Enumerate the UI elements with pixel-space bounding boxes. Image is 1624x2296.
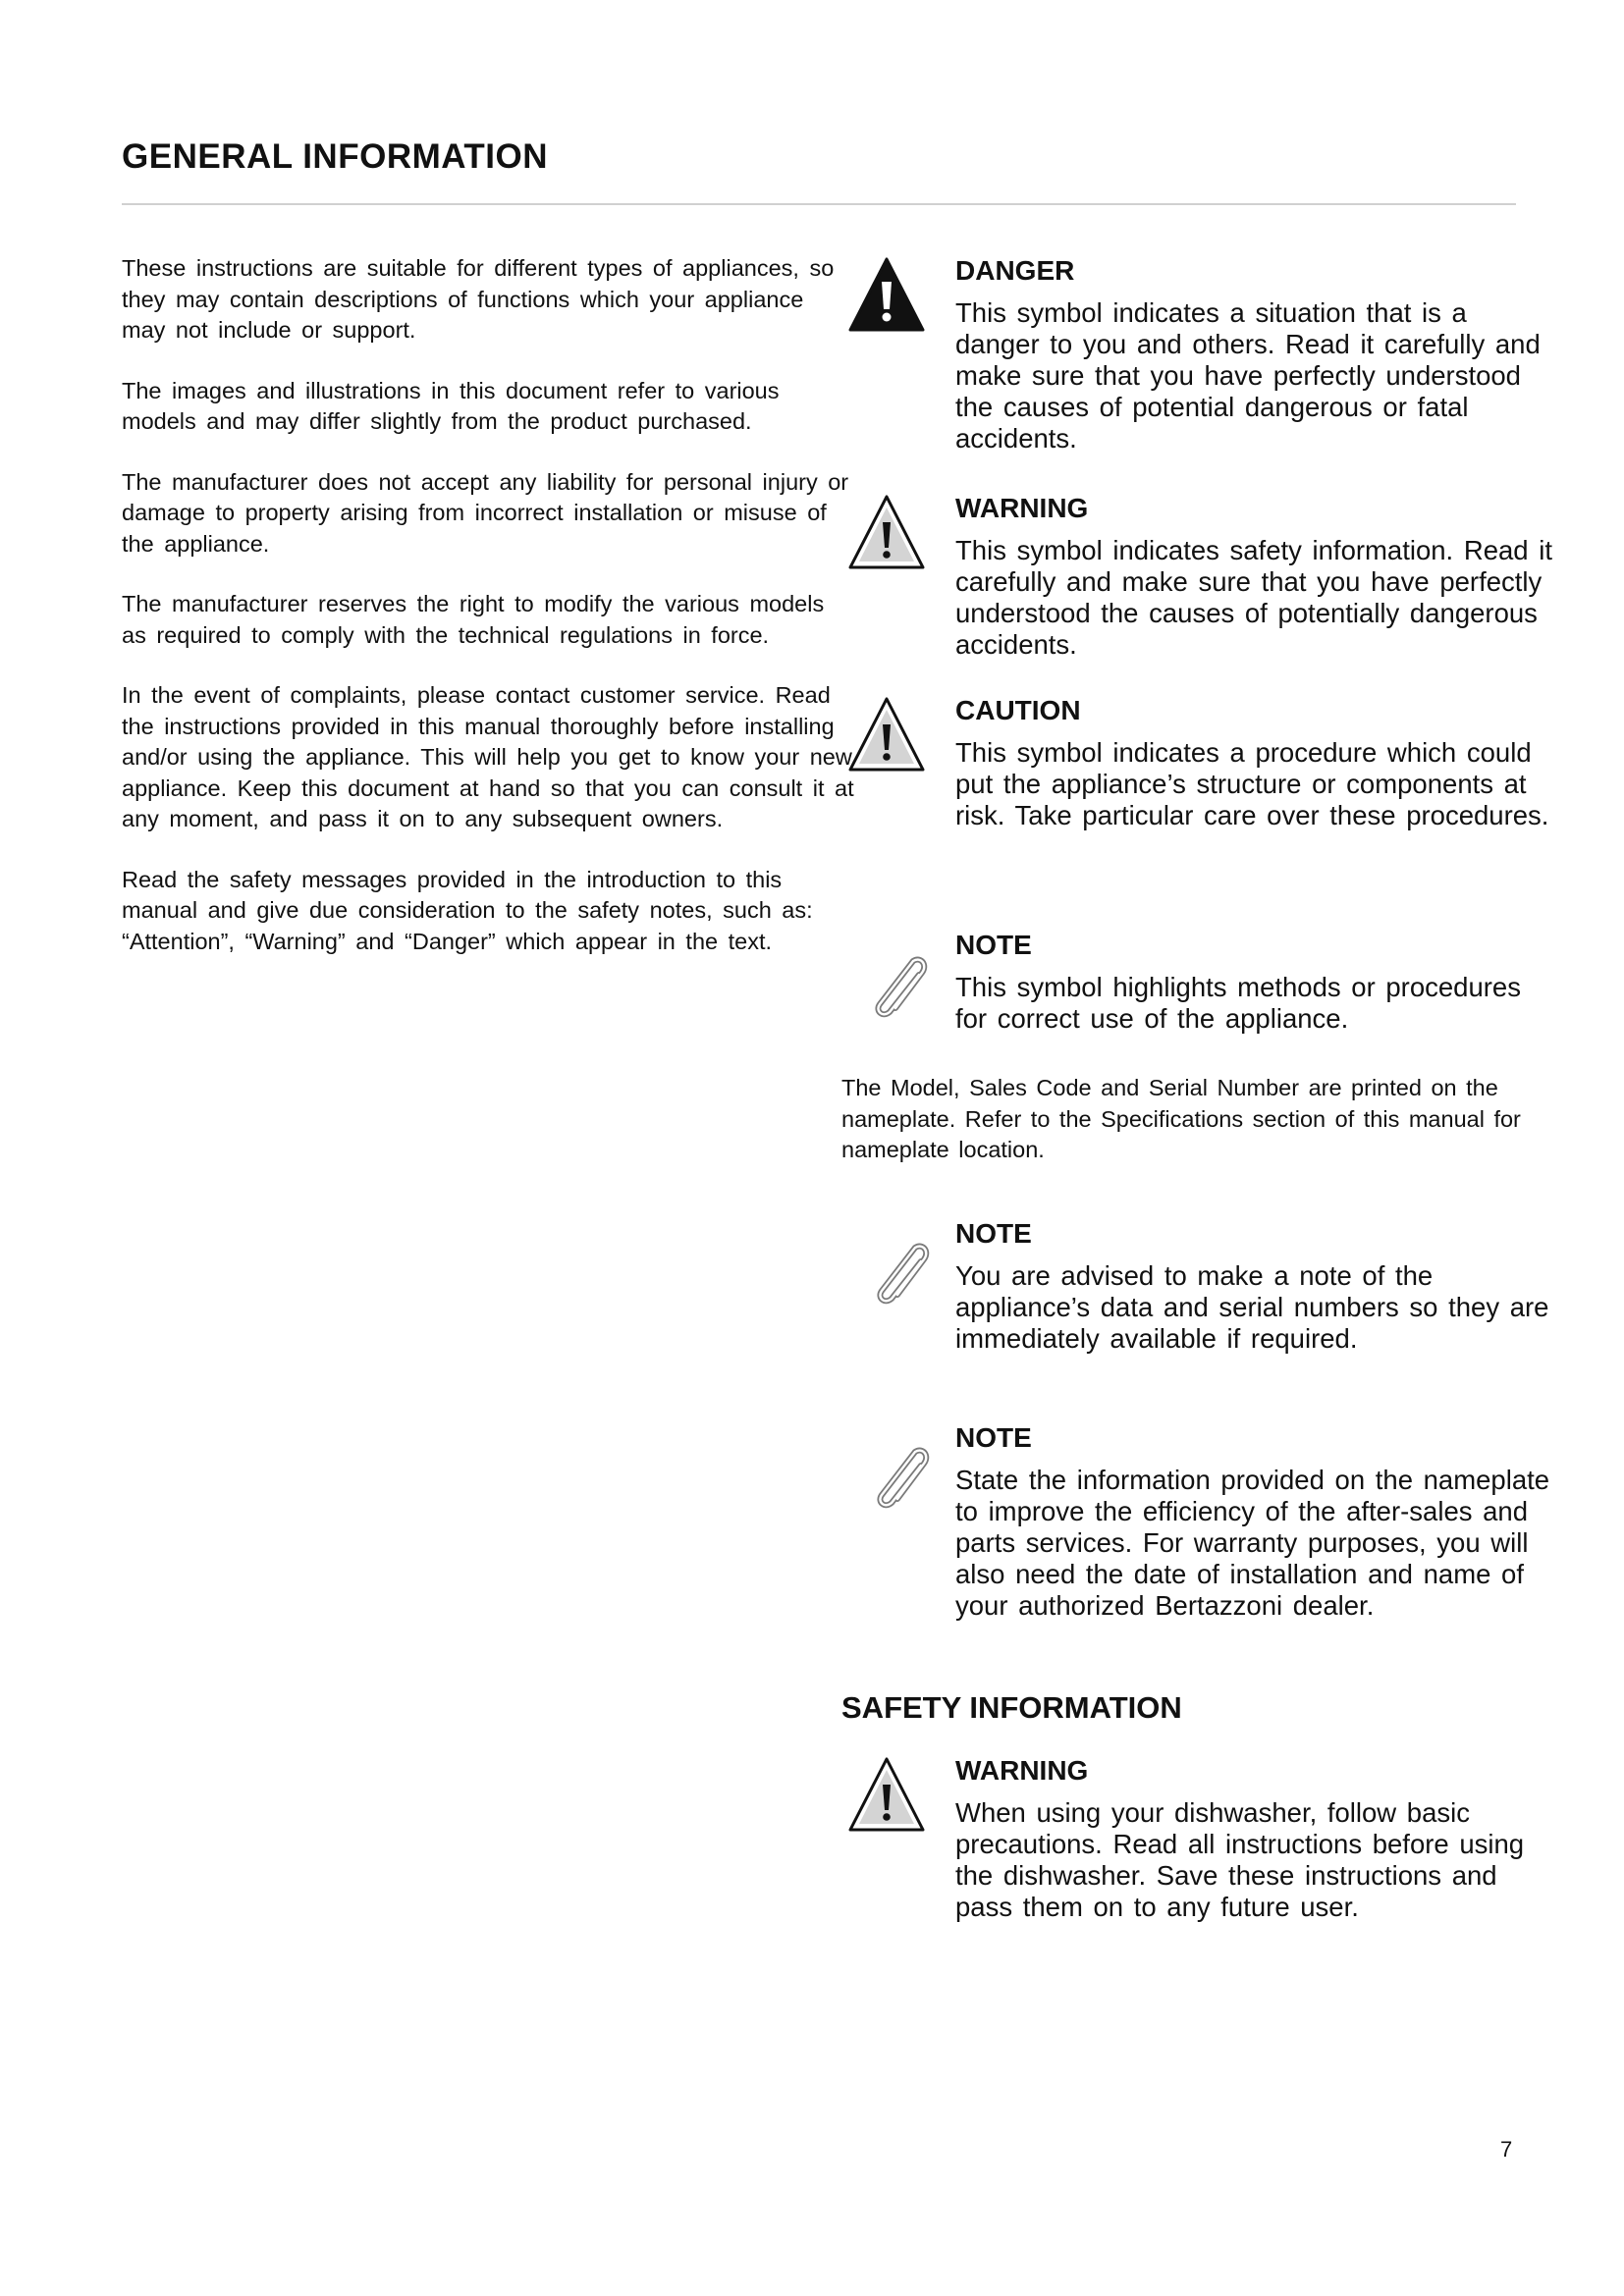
notice-text: You are advised to make a note of the appliance’s data and serial numbers so they are immediately available if required. (955, 1260, 1549, 1354)
caution-icon (846, 695, 927, 774)
notice-title: NOTE (955, 1422, 1032, 1453)
danger-icon (846, 255, 927, 334)
images-paragraph: The images and illustrations in this document refer to various models and may differ slightly from the product purchased. (122, 377, 780, 434)
complaints-paragraph: In the event of complaints, please contact customer service. Read the instructions provided in this manual thoroughly before installing and/or using the appliance. This will help you get to know your new appliance. Keep this document at hand so that you can consult it at any moment, and pass it on to any subsequent owners. (122, 682, 854, 831)
paperclip-icon (868, 1434, 937, 1513)
notice-title: NOTE (955, 1218, 1032, 1249)
notice-title: DANGER (955, 255, 1075, 286)
liability-paragraph: The manufacturer does not accept any liability for personal injury or damage to property arising from incorrect installation or misuse of the appliance. (122, 468, 849, 557)
safety-section-title: SAFETY INFORMATION (841, 1690, 1182, 1725)
header-divider (122, 203, 1516, 205)
safety-messages-paragraph: Read the safety messages provided in the introduction to this manual and give due consideration to the safety notes, such as: “Attention”, “Warning” and “Danger” which appear in the text. (122, 866, 813, 954)
modify-paragraph: The manufacturer reserves the right to modify the various models as required to comply with the technical regulations in force. (122, 591, 825, 648)
page-number: 7 (1500, 2137, 1513, 2162)
notice-title: NOTE (955, 930, 1032, 960)
paperclip-icon (868, 1230, 937, 1308)
notice-text: This symbol highlights methods or procedures for correct use of the appliance. (955, 972, 1521, 1034)
paperclip-icon (866, 943, 935, 1022)
page-title: GENERAL INFORMATION (122, 137, 549, 176)
intro-paragraph: These instructions are suitable for different types of appliances, so they may contain descriptions of functions which your appliance may not include or support. (122, 255, 835, 343)
notice-text: State the information provided on the nameplate to improve the efficiency of the after-sales and parts services. For warranty purposes, you will also need the date of installation and name of your authorized Bertazzoni dealer. (955, 1465, 1550, 1621)
nameplate-info-text: The Model, Sales Code and Serial Number are printed on the nameplate. Refer to the Specifications section of this manual for nameplate location. (841, 1075, 1521, 1162)
general-info-column (122, 253, 856, 987)
notice-text: This symbol indicates a situation that is a danger to you and others. Read it carefully and make sure that you have perfectly understood the causes of potential dangerous or fatal accidents. (955, 297, 1541, 454)
notice-text: This symbol indicates a procedure which could put the appliance’s structure or components at risk. Take particular care over these procedures. (955, 737, 1549, 830)
notice-title: WARNING (955, 493, 1089, 523)
notice-title: CAUTION (955, 695, 1081, 725)
notice-text: This symbol indicates safety information. Read it carefully and make sure that you have perfectly understood the causes of potentially dangerous accidents. (955, 535, 1552, 660)
warning-icon (846, 493, 927, 571)
warning-icon (846, 1755, 927, 1834)
notice-text: When using your dishwasher, follow basic precautions. Read all instructions before using the dishwasher. Save these instructions and pass them on to any future user. (955, 1797, 1525, 1922)
notice-title: WARNING (955, 1755, 1089, 1786)
